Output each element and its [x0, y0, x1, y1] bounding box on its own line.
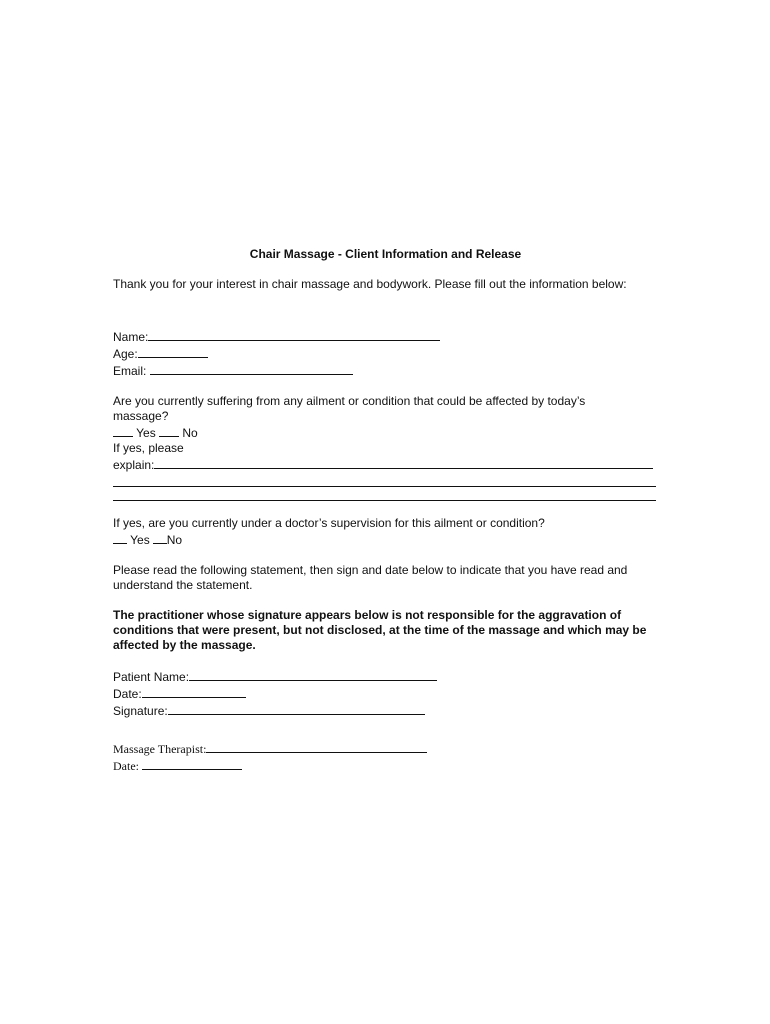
explain-line-2[interactable] — [113, 473, 656, 487]
ailment-if-yes: If yes, please — [113, 441, 184, 455]
explain-line-3[interactable] — [113, 487, 656, 501]
therapist-row — [113, 740, 658, 757]
release-statement: The practitioner whose signature appears below is not responsible for the aggravation of conditions that were present, but not disclosed, at the time of the massage and which may be affected by the massage. — [113, 608, 647, 652]
signature-field[interactable] — [168, 702, 425, 715]
therapist-date-label: Date: — [113, 759, 139, 773]
explain-field[interactable] — [154, 456, 653, 469]
intro-text: Thank you for your interest in chair massage and bodywork. Please fill out the information below: — [113, 277, 627, 291]
statement-instructions: Please read the following statement, then sign and date below to indicate that you have read and understand the statement. — [113, 563, 628, 592]
ailment-yes-label: Yes — [136, 426, 156, 440]
age-label: Age: — [113, 347, 138, 361]
patient-name-field[interactable] — [189, 668, 437, 681]
patient-name-label: Patient Name: — [113, 670, 190, 684]
ailment-no-blank[interactable] — [159, 424, 179, 437]
patient-date-field[interactable] — [142, 685, 246, 698]
ailment-question: Are you currently suffering from any ailment or condition that could be affected by today’s massage? — [113, 394, 586, 423]
email-label: Email: — [113, 364, 147, 378]
doctor-question: If yes, are you currently under a doctor’s supervision for this ailment or condition? — [113, 516, 545, 530]
doctor-yes-no-row — [113, 531, 658, 548]
age-field[interactable] — [138, 345, 208, 358]
therapist-date-row — [113, 757, 658, 774]
doctor-yes-blank[interactable] — [113, 531, 127, 544]
form-title: Chair Massage - Client Information and Release — [249, 247, 522, 261]
email-row — [113, 362, 658, 379]
explain-row — [113, 456, 658, 473]
patient-date-row — [113, 685, 658, 702]
email-field[interactable] — [150, 362, 353, 375]
doctor-yes-label: Yes — [130, 533, 150, 547]
ailment-no-label: No — [182, 426, 198, 440]
therapist-field[interactable] — [206, 740, 427, 753]
name-label: Name: — [113, 330, 149, 344]
signature-row — [113, 702, 658, 719]
ailment-yes-no-row — [113, 424, 658, 441]
patient-date-label: Date: — [113, 687, 142, 701]
therapist-date-field[interactable] — [142, 757, 242, 770]
name-field[interactable] — [148, 328, 440, 341]
doctor-no-blank[interactable] — [153, 531, 167, 544]
age-row — [113, 345, 658, 362]
name-row — [113, 328, 658, 345]
ailment-yes-blank[interactable] — [113, 424, 133, 437]
explain-label: explain: — [113, 458, 155, 472]
signature-label: Signature: — [113, 704, 168, 718]
patient-name-row — [113, 668, 658, 685]
release-form — [113, 247, 658, 774]
therapist-label: Massage Therapist: — [113, 742, 207, 756]
doctor-no-label: No — [166, 533, 183, 547]
